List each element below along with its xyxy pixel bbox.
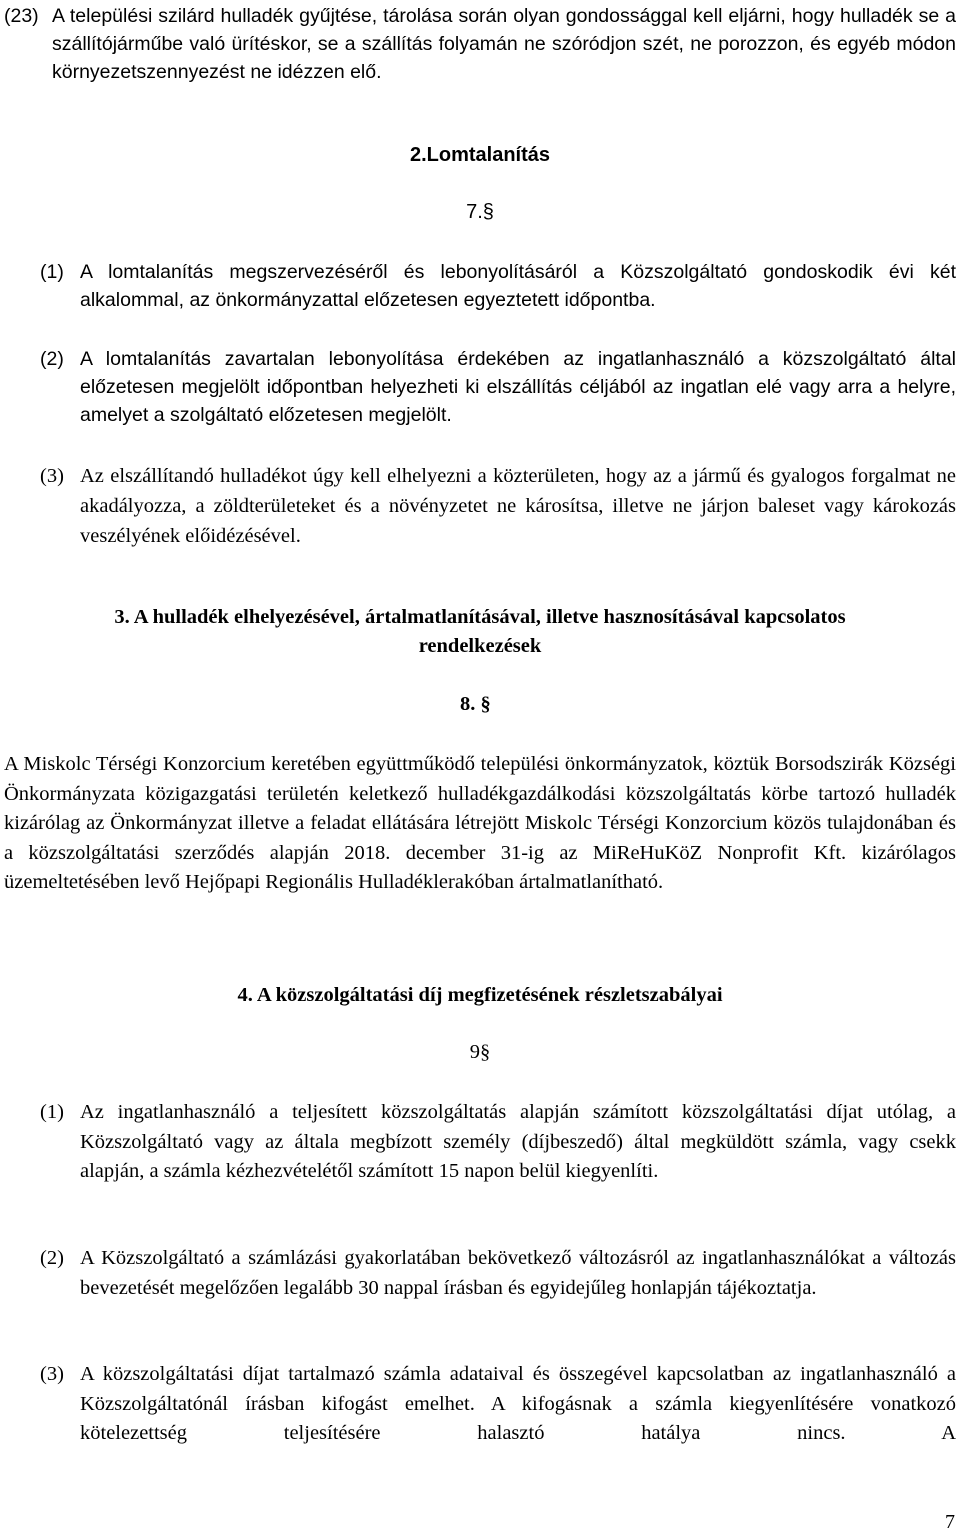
paragraph-text: Az elszállítandó hulladékot úgy kell elhelyezni a közterületen, hogy az a jármű és gyalogos forgalmat ne akadályozza, a zöldterületeket és a növényzetet ne károsítsa, illetve ne járjon baleset vagy károkozás veszélyének előidézésével. [80,465,956,547]
paragraph-text: A közszolgáltatási díjat tartalmazó számla adataival és összegével kapcsolatban az ingatlanhasználó a Közszolgáltatónál írásban kifogást emelhet. A kifogásnak a számla kiegyenlítésére vonatkozó kötelezettség teljesítésére halasztó hatálya nincs. A [80,1363,956,1444]
section4-paragraph-1 [40,1098,956,1187]
section4-paragraph-3 [40,1360,956,1449]
section-heading-hulladek-elhelyezes-line1: 3. A hulladék elhelyezésével, ártalmatlanításával, illetve hasznosításával kapcsolatos [114,606,846,628]
paragraph-number: (2) [40,1247,64,1269]
section2-paragraph-2 [40,345,956,429]
paragraph-number: (1) [40,1101,64,1123]
page-number: 7 [945,1511,955,1533]
paragraph-text: Az ingatlanhasználó a teljesített közszolgáltatás alapján számított közszolgáltatási díjat utólag, a Közszolgáltató vagy az általa megbízott személy (díjbeszedő) által megküldött számla, vagy csekk alapján, a számla kézhezvételétől számított 15 napon belül kiegyenlíti. [80,1101,956,1182]
paragraph-23 [4,2,956,86]
paragraph-number: (3) [40,1363,64,1385]
paragraph-number: (23) [4,5,39,27]
paragraph-sign-8: 8. § [460,693,491,715]
paragraph-text: A lomtalanítás zavartalan lebonyolítása érdekében az ingatlanhasználó a közszolgáltató által előzetesen megjelölt időpontban helyezheti ki elszállítás céljából az ingatlan elé vagy arra a helyre, amelyet a szolgáltató előzetesen megjelölt. [80,348,956,426]
section-heading-lomtalanitas: 2.Lomtalanítás [409,144,551,166]
section4-paragraph-2 [40,1244,956,1303]
paragraph-text: A lomtalanítás megszervezéséről és lebonyolításáról a Közszolgáltató gondoskodik évi két alkalommal, az önkormányzattal előzetesen egyeztetett időpontba. [80,261,956,311]
section-heading-kozszolgaltatasi-dij: 4. A közszolgáltatási díj megfizetésének részletszabályai [237,984,723,1006]
paragraph-text: A települési szilárd hulladék gyűjtése, tárolása során olyan gondossággal kell eljárni, hogy hulladék se a szállítójárműbe való ürítéskor, se a szállítás folyamán ne szóródjon szét, ne porozzon, és egyéb módon környezetszennyezést ne idézzen elő. [52,5,956,83]
paragraph-text: A Közszolgáltató a számlázási gyakorlatában bekövetkező változásról az ingatlanhasználókat a változás bevezetését megelőzően legalább 30 nappal írásban és egyidejűleg honlapján tájékoztatja. [80,1247,956,1299]
paragraph-number: (1) [40,261,64,283]
section-heading-hulladek-elhelyezes-line2: rendelkezések [418,635,542,657]
paragraph-sign-7: 7.§ [466,201,494,223]
section3-paragraph: A Miskolc Térségi Konzorcium keretében együttműködő települési önkormányzatok, köztük Borsodszirák Községi Önkormányzata közigazgatási területén keletkező hulladékgazdálkodási közszolgáltatás körbe tartozó hulladék kizárólag az Önkormányzat illetve a feladat ellátására létrejött Miskolc Térségi Konzorcium közös tulajdonában és a közszolgáltatási szerződés alapján 2018. december 31-ig az MiReHuKöZ Nonprofit Kft. kizárólagos üzemeltetésében levő Hejőpapi Regionális Hulladéklerakóban ártalmatlanítható. [4,753,956,893]
paragraph-sign-9: 9§ [469,1041,491,1063]
section2-paragraph-3 [40,461,956,551]
section2-paragraph-1 [40,258,956,314]
paragraph-number: (3) [40,465,64,487]
paragraph-number: (2) [40,348,64,370]
